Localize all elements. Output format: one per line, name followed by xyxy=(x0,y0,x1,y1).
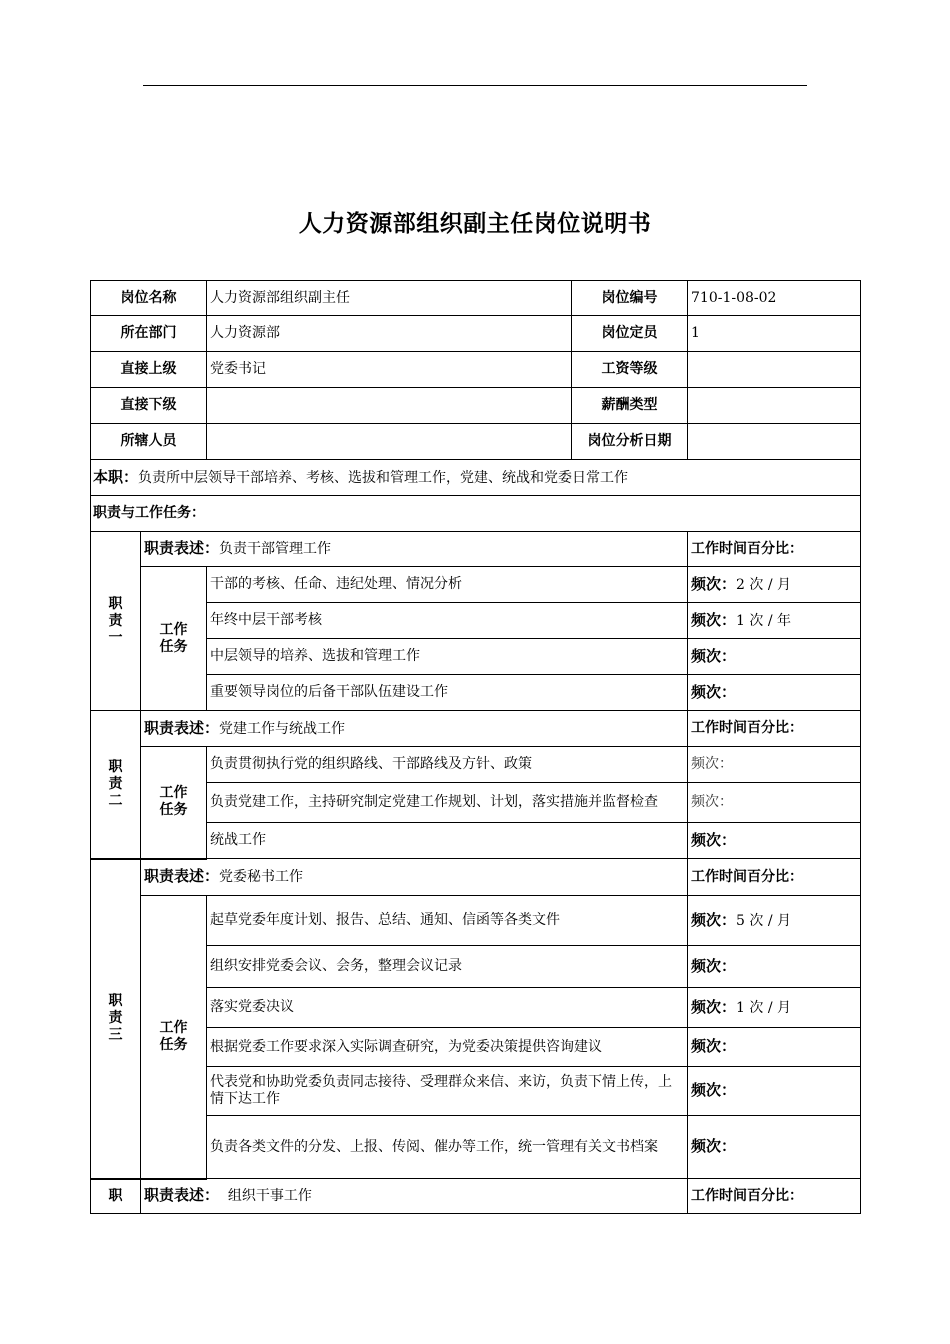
task-row: 中层领导的培养、选拔和管理工作 频次： xyxy=(91,639,861,675)
task-text: 落实党委决议 xyxy=(207,988,688,1028)
info-value xyxy=(688,352,861,388)
section-desc-row xyxy=(91,532,861,567)
task-text: 年终中层干部考核 xyxy=(207,603,688,639)
info-label: 岗位编号 xyxy=(572,281,688,316)
task-text: 统战工作 xyxy=(207,823,688,859)
info-label: 岗位分析日期 xyxy=(572,424,688,460)
header-rule xyxy=(143,85,807,86)
task-row: 负责各类文件的分发、上报、传阅、催办等工作，统一管理有关文书档案 频次： xyxy=(91,1116,861,1179)
desc-text: 党委秘书工作 xyxy=(219,869,304,886)
section-desc-row: 职 责 二 职责表述：党建工作与统战工作 工作时间百分比： xyxy=(91,711,861,747)
section-desc-row: 职 职责表述： 组织干事工作 工作时间百分比： xyxy=(91,1179,861,1214)
task-row: 统战工作 频次： xyxy=(91,823,861,859)
info-label: 岗位定员 xyxy=(572,316,688,352)
duty-row xyxy=(91,460,861,496)
info-row xyxy=(91,316,861,352)
info-value xyxy=(688,388,861,424)
info-value xyxy=(688,424,861,460)
info-row xyxy=(91,281,861,316)
info-value: 1 xyxy=(688,316,861,352)
task-row: 工作 任务 负责贯彻执行党的组织路线、干部路线及方针、政策 频次： xyxy=(91,747,861,783)
work-task-label: 工作 任务 xyxy=(141,567,207,711)
info-label: 工资等级 xyxy=(572,352,688,388)
work-task-label: 工作 任务 xyxy=(141,896,207,1179)
task-text: 干部的考核、任命、违纪处理、情况分析 xyxy=(207,567,688,603)
task-text: 负责各类文件的分发、上报、传阅、催办等工作，统一管理有关文书档案 xyxy=(207,1116,688,1179)
info-label: 岗位名称 xyxy=(91,281,207,316)
info-label: 直接上级 xyxy=(91,352,207,388)
info-row xyxy=(91,352,861,388)
task-text: 中层领导的培养、选拔和管理工作 xyxy=(207,639,688,675)
info-value: 人力资源部组织副主任 xyxy=(207,281,572,316)
task-text: 负责贯彻执行党的组织路线、干部路线及方针、政策 xyxy=(207,747,688,783)
info-label: 直接下级 xyxy=(91,388,207,424)
task-text: 起草党委年度计划、报告、总结、通知、信函等各类文件 xyxy=(207,896,688,946)
task-text: 重要领导岗位的后备干部队伍建设工作 xyxy=(207,675,688,711)
duty-label: 本职： xyxy=(93,467,139,486)
section-name: 职 xyxy=(91,1179,141,1214)
desc-text: 负责干部管理工作 xyxy=(219,541,332,557)
tasks-header-row xyxy=(91,496,861,532)
task-row: 根据党委工作要求深入实际调查研究，为党委决策提供咨询建议 频次： xyxy=(91,1028,861,1067)
task-row: 代表党和协助党委负责同志接待、受理群众来信、来访，负责下情上传，上情下达工作 频次： xyxy=(91,1067,861,1116)
desc-text: 组织干事工作 xyxy=(219,1188,312,1205)
freq-value: 1 次 / 年 xyxy=(736,612,791,629)
task-row: 落实党委决议 频次：1 次 / 月 xyxy=(91,988,861,1028)
section-name: 职 责 一 xyxy=(91,532,141,711)
duty-text: 负责所中层领导干部培养、考核、选拔和管理工作，党建、统战和党委日常工作 xyxy=(138,469,629,486)
task-text: 组织安排党委会议、会务，整理会议记录 xyxy=(207,946,688,988)
section-name: 职 责 三 xyxy=(91,859,141,1179)
info-value xyxy=(207,424,572,460)
task-text: 代表党和协助党委负责同志接待、受理群众来信、来访，负责下情上传，上情下达工作 xyxy=(207,1067,688,1116)
task-row: 负责党建工作，主持研究制定党建工作规划、计划，落实措施并监督检查 频次： xyxy=(91,783,861,823)
info-value: 人力资源部 xyxy=(207,316,572,352)
info-label: 薪酬类型 xyxy=(572,388,688,424)
info-value: 710-1-08-02 xyxy=(688,281,861,316)
job-description-table xyxy=(90,280,861,1214)
desc-text: 党建工作与统战工作 xyxy=(219,720,346,737)
section-desc-row: 职 责 三 职责表述：党委秘书工作 工作时间百分比： xyxy=(91,859,861,896)
task-row: 重要领导岗位的后备干部队伍建设工作 频次： xyxy=(91,675,861,711)
info-row xyxy=(91,388,861,424)
work-task-label: 工作 任务 xyxy=(141,747,207,859)
task-row: 工作 任务 起草党委年度计划、报告、总结、通知、信函等各类文件 频次：5 次 / 月 xyxy=(91,896,861,946)
info-value: 党委书记 xyxy=(207,352,572,388)
desc-label: 职责表述： xyxy=(144,539,220,557)
tasks-header: 职责与工作任务： xyxy=(91,496,861,532)
task-row: 年终中层干部考核 频次：1 次 / 年 xyxy=(91,603,861,639)
info-value xyxy=(207,388,572,424)
info-label: 所在部门 xyxy=(91,316,207,352)
task-text: 负责党建工作，主持研究制定党建工作规划、计划，落实措施并监督检查 xyxy=(207,783,688,823)
pct-label: 工作时间百分比： xyxy=(688,532,861,567)
freq-value: 2 次 / 月 xyxy=(736,576,791,593)
info-row xyxy=(91,424,861,460)
task-text: 根据党委工作要求深入实际调查研究，为党委决策提供咨询建议 xyxy=(207,1028,688,1067)
task-row: 组织安排党委会议、会务，整理会议记录 频次： xyxy=(91,946,861,988)
section-name: 职 责 二 xyxy=(91,711,141,859)
task-row: 工作 任务 干部的考核、任命、违纪处理、情况分析 频次：2 次 / 月 xyxy=(91,567,861,603)
info-label: 所辖人员 xyxy=(91,424,207,460)
page-title: 人力资源部组织副主任岗位说明书 xyxy=(298,211,652,237)
